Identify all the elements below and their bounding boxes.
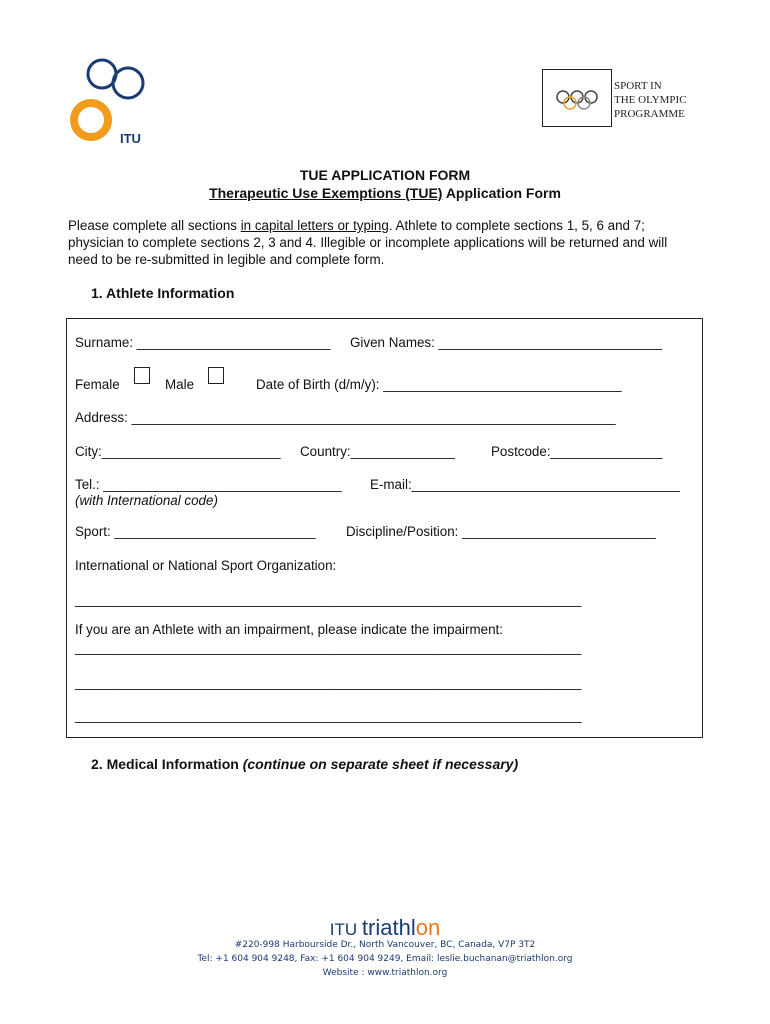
impairment-line-2[interactable]: ____________________________________________________________________ (75, 675, 582, 690)
address-field[interactable]: Address: _________________________________________________________________ (75, 410, 616, 425)
city-field[interactable]: City:________________________ (75, 444, 281, 459)
footer-website: Website : www.triathlon.org (322, 968, 448, 978)
footer-brand (0, 915, 770, 941)
impairment-line-1[interactable]: ____________________________________________________________________ (75, 640, 582, 655)
surname-field[interactable]: Surname: __________________________ (75, 335, 331, 350)
itu-logo (66, 54, 150, 146)
olympic-rings-box (542, 69, 612, 127)
female-label: Female (75, 377, 120, 392)
footer-address: #220-998 Harbourside Dr., North Vancouver, BC, Canada, V7P 3T2 (234, 940, 536, 950)
tel-field[interactable]: Tel.: ________________________________ (75, 477, 342, 492)
footer-brand-on: on (415, 915, 441, 940)
olympic-programme-label: SPORT IN THE OLYMPIC PROGRAMME (614, 80, 687, 120)
olympic-rings-icon (555, 89, 601, 111)
sport-organization-label: International or National Sport Organization: (75, 558, 337, 573)
postcode-field[interactable]: Postcode:_______________ (491, 444, 663, 459)
form-subtitle-underlined: Therapeutic Use Exemptions (TUE) (209, 185, 443, 201)
female-checkbox[interactable] (134, 367, 150, 384)
discipline-field[interactable]: Discipline/Position: __________________________ (346, 524, 656, 539)
sport-organization-line[interactable]: ____________________________________________________________________ (75, 592, 582, 607)
section2-heading-main: 2. Medical Information (91, 756, 243, 772)
footer-contact: Tel: +1 604 904 9248, Fax: +1 604 904 9249, Email: leslie.buchanan@triathlon.org (197, 954, 573, 964)
date-of-birth-field[interactable]: Date of Birth (d/m/y): ________________________________ (256, 377, 622, 392)
instructions-part1: Please complete all sections (68, 218, 241, 233)
sport-field[interactable]: Sport: ___________________________ (75, 524, 316, 539)
itu-logo-text: ITU (120, 131, 141, 146)
impairment-line-3[interactable]: ____________________________________________________________________ (75, 708, 582, 723)
instructions-part2: . Athlete to complete sections 1, 5, 6 and 7; physician to complete sections 2, 3 and 4. Illegible or incomplete applications will be returned and will need to be re-submitted in legible and complete form. (68, 218, 668, 267)
instructions-paragraph (68, 217, 678, 268)
section2-heading-note: (continue on separate sheet if necessary) (242, 756, 519, 772)
male-label: Male (165, 377, 195, 392)
tel-note: (with International code) (75, 493, 218, 508)
given-names-field[interactable]: Given Names: ______________________________ (350, 335, 662, 350)
form-subtitle-rest: Application Form (442, 185, 561, 201)
form-title: TUE APPLICATION FORM (299, 167, 471, 183)
form-subtitle (0, 185, 770, 201)
footer-brand-triathl: triathl (361, 915, 416, 940)
section2-heading (91, 756, 518, 772)
impairment-label: If you are an Athlete with an impairment, please indicate the impairment: (75, 622, 503, 637)
footer-brand-itu: ITU (329, 920, 362, 939)
section1-heading: 1. Athlete Information (91, 285, 235, 301)
country-field[interactable]: Country:______________ (300, 444, 455, 459)
email-field[interactable]: E-mail:____________________________________ (370, 477, 680, 492)
instructions-underlined: in capital letters or typing (240, 218, 389, 233)
male-checkbox[interactable] (208, 367, 224, 384)
